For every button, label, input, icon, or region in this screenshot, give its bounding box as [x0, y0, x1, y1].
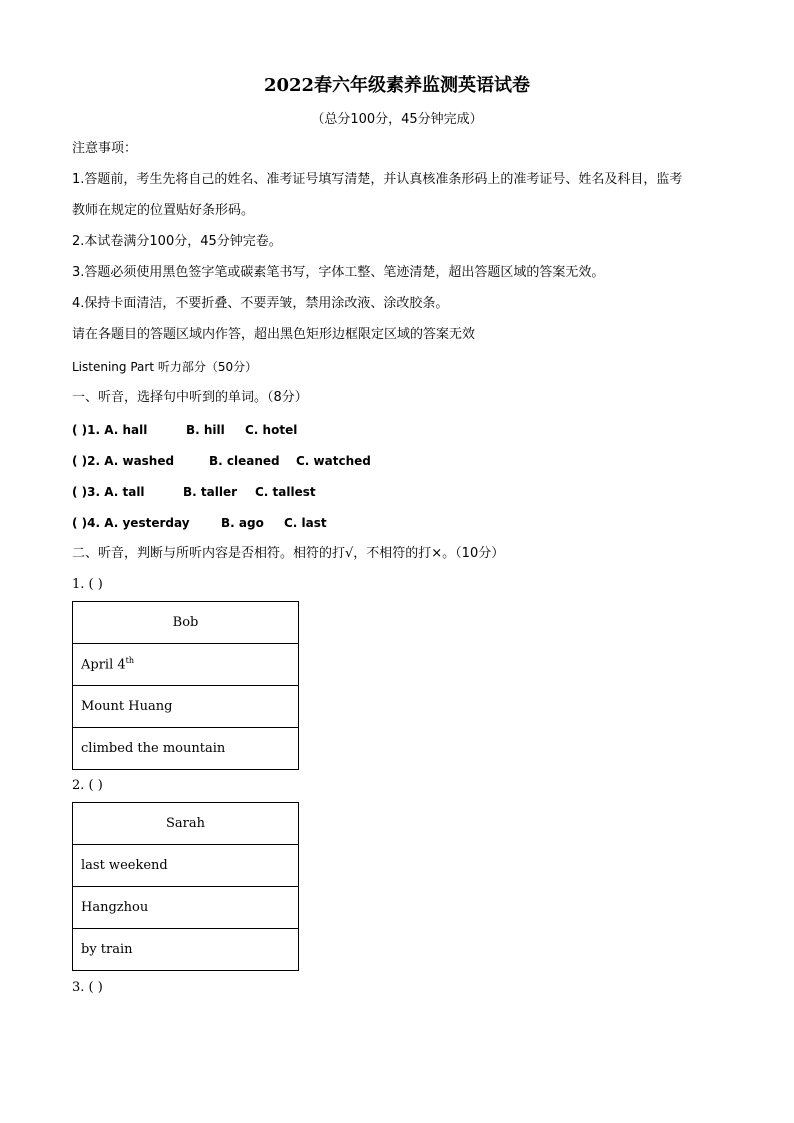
note-1a: 1.答题前，考生先将自己的姓名、准考证号填写清楚，并认真核准条形码上的准考证号、姓名及科目，监考 — [72, 172, 683, 187]
question-1-b: B. hill — [186, 423, 225, 437]
question-2 — [72, 452, 371, 470]
question-3-c: C. tallest — [255, 485, 316, 499]
question-1-a: ( )1. A. hall — [72, 423, 148, 437]
note-4: 4.保持卡面清洁，不要折叠、不要弄皱，禁用涂改液、涂改胶条。 — [72, 296, 449, 311]
item-2-transport: by train — [73, 929, 299, 971]
question-4 — [72, 514, 327, 532]
item-1-activity: climbed the mountain — [73, 728, 299, 770]
note-5: 请在各题目的答题区域内作答，超出黑色矩形边框限定区域的答案无效 — [72, 327, 476, 342]
item-1-date-suffix: th — [125, 656, 135, 666]
item-1-label: 1. ( ) — [72, 577, 103, 592]
question-3 — [72, 483, 316, 501]
section1-heading: 一、听音，选择句中听到的单词。（8分） — [72, 390, 308, 405]
question-3-b: B. taller — [183, 485, 237, 499]
item-1-name: Bob — [73, 602, 299, 644]
notes-heading: 注意事项： — [72, 141, 138, 156]
section2-heading: 二、听音，判断与所听内容是否相符。相符的打√，不相符的打×。（10分） — [72, 546, 505, 561]
item-2-time: last weekend — [73, 845, 299, 887]
listening-heading: Listening Part 听力部分（50分） — [72, 360, 258, 374]
item-1-place: Mount Huang — [73, 686, 299, 728]
note-1b: 教师在规定的位置贴好条形码。 — [72, 203, 255, 218]
note-2: 2.本试卷满分100分，45分钟完卷。 — [72, 234, 282, 249]
page-title: 2022春六年级素养监测英语试卷 — [263, 75, 531, 96]
question-4-c: C. last — [284, 516, 327, 530]
question-2-a: ( )2. A. washed — [72, 454, 175, 468]
question-1-c: C. hotel — [245, 423, 298, 437]
question-1 — [72, 421, 297, 439]
page-subtitle: （总分100分，45分钟完成） — [311, 112, 483, 127]
item-2-name: Sarah — [73, 803, 299, 845]
item-3-label: 3. ( ) — [72, 980, 103, 995]
note-3: 3.答题必须使用黑色签字笔或碳素笔书写，字体工整、笔迹清楚，超出答题区域的答案无效。 — [72, 265, 605, 280]
question-4-a: ( )4. A. yesterday — [72, 516, 190, 530]
item-2-table — [72, 802, 299, 971]
item-1-date: April 4th — [73, 644, 299, 686]
item-2-label: 2. ( ) — [72, 778, 103, 793]
question-2-c: C. watched — [296, 454, 371, 468]
question-2-b: B. cleaned — [209, 454, 280, 468]
item-2-place: Hangzhou — [73, 887, 299, 929]
question-3-a: ( )3. A. tall — [72, 485, 145, 499]
item-1-table — [72, 601, 299, 770]
question-4-b: B. ago — [221, 516, 264, 530]
